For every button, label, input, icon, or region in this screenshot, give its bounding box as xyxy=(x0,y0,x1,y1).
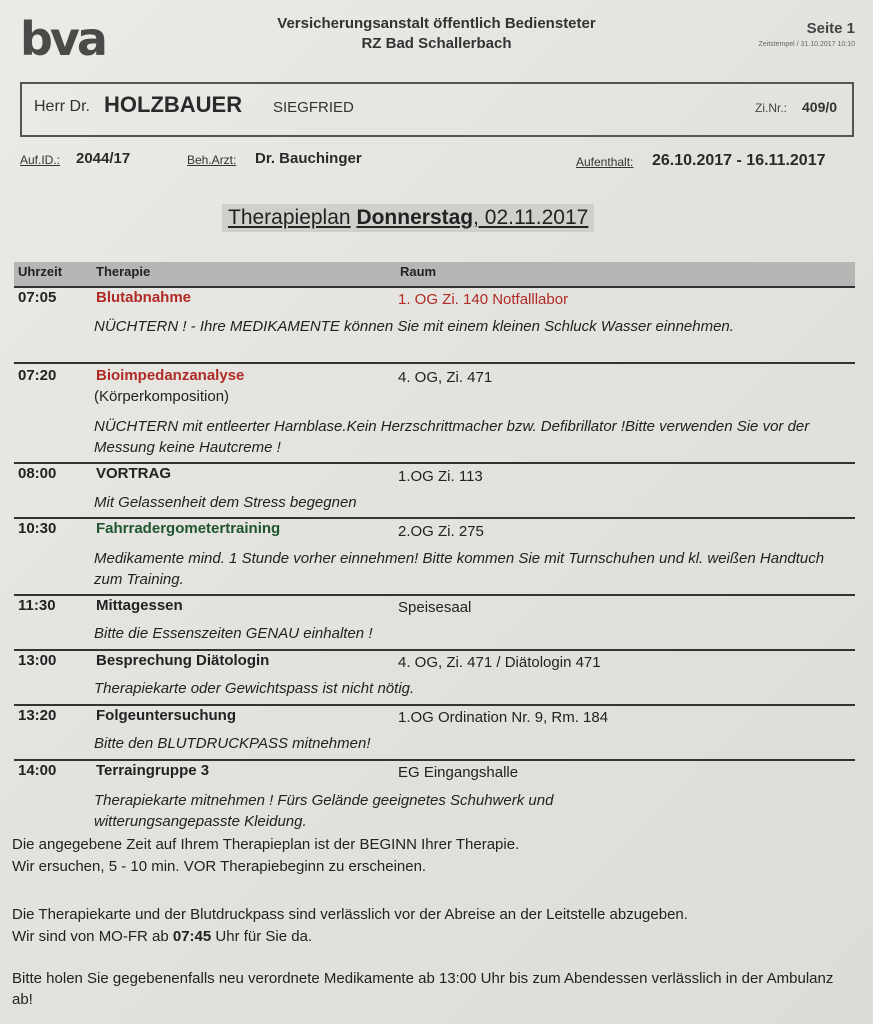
footer-begin-note: Die angegebene Zeit auf Ihrem Therapieplan ist der BEGINN Ihrer Therapie. xyxy=(12,836,520,853)
row-time: 13:20 xyxy=(18,707,57,724)
row-therapy: Besprechung Diätologin xyxy=(96,652,270,669)
stay-label: Aufenthalt: xyxy=(576,155,634,169)
organization-name: Versicherungsanstalt öffentlich Bediensteter xyxy=(277,15,596,32)
patient-first-name: SIEGFRIED xyxy=(273,99,354,116)
bva-logo: bva xyxy=(20,12,105,66)
plan-title xyxy=(222,204,594,232)
row-therapy: VORTRAG xyxy=(96,465,171,482)
stay-value: 26.10.2017 - 16.11.2017 xyxy=(652,152,826,169)
row-subtitle: (Körperkomposition) xyxy=(94,388,230,405)
footer-hours-post: Uhr für Sie da. xyxy=(215,928,313,945)
plan-title-date: , 02.11.2017 xyxy=(473,206,589,229)
row-note: Bitte die Essenszeiten GENAU einhalten ! xyxy=(94,625,373,642)
row-note: Therapiekarte oder Gewichtspass ist nicht nötig. xyxy=(94,680,415,697)
row-time: 07:20 xyxy=(18,367,57,384)
row-room: 4. OG, Zi. 471 xyxy=(398,369,493,386)
footer-medication-note: Bitte holen Sie gegebenenfalls neu verordnete Medikamente ab 13:00 Uhr bis zum Abendessen verlässlich in der Ambulanz ab! xyxy=(12,970,834,1008)
row-divider xyxy=(14,594,855,596)
row-time: 13:00 xyxy=(18,652,57,669)
row-room: 1.OG Zi. 113 xyxy=(398,468,483,485)
row-room: 1. OG Zi. 140 Notfalllabor xyxy=(398,291,569,308)
column-time: Uhrzeit xyxy=(18,264,63,279)
order-id-label: Auf.ID.: xyxy=(20,153,61,167)
print-timestamp: Zeitstempel / 31.10.2017 10:10 xyxy=(758,41,855,48)
row-room: EG Eingangshalle xyxy=(398,764,519,781)
column-therapy: Therapie xyxy=(96,264,151,279)
room-number: 409/0 xyxy=(802,99,838,115)
doctor-label: Beh.Arzt: xyxy=(187,153,237,167)
row-therapy: Folgeuntersuchung xyxy=(96,707,236,724)
footer-hours-pre: Wir sind von MO-FR ab xyxy=(12,928,169,945)
footer-arrival-note: Wir ersuchen, 5 - 10 min. VOR Therapiebeginn zu erscheinen. xyxy=(12,858,427,875)
row-therapy: Fahrradergometertraining xyxy=(96,520,281,537)
row-note: NÜCHTERN ! - Ihre MEDIKAMENTE können Sie mit einem kleinen Schluck Wasser einnehmen. xyxy=(94,318,734,335)
plan-title-prefix: Therapieplan xyxy=(228,206,351,229)
footer-return-note: Die Therapiekarte und der Blutdruckpass sind verlässlich vor der Abreise an der Leitstelle abzugeben. xyxy=(12,906,688,923)
row-note: NÜCHTERN mit entleerter Harnblase.Kein Herzschrittmacher bzw. Defibrillator !Bitte verwenden Sie vor der Messung keine Hautcreme ! xyxy=(94,418,810,456)
row-divider xyxy=(14,649,855,651)
column-room: Raum xyxy=(400,264,437,279)
row-divider xyxy=(14,704,855,706)
row-note: Mit Gelassenheit dem Stress begegnen xyxy=(94,494,357,511)
row-note: Medikamente mind. 1 Stunde vorher einnehmen! Bitte kommen Sie mit Turnschuhen und kl. weißen Handtuch zum Training. xyxy=(94,550,825,588)
room-label: Zi.Nr.: xyxy=(755,101,787,115)
row-note: Therapiekarte mitnehmen ! Fürs Gelände geeignetes Schuhwerk und witterungsangepasste Kleidung. xyxy=(94,792,554,830)
row-note: Bitte den BLUTDRUCKPASS mitnehmen! xyxy=(94,735,371,752)
row-room: 2.OG Zi. 275 xyxy=(398,523,484,540)
patient-title: Herr Dr. xyxy=(34,98,90,115)
footer-hours-time: 07:45 xyxy=(172,928,212,945)
row-time: 07:05 xyxy=(18,289,57,306)
row-time: 08:00 xyxy=(18,465,57,482)
row-time: 11:30 xyxy=(18,597,56,614)
footer-hours-note xyxy=(12,926,857,947)
row-therapy: Mittagessen xyxy=(96,597,183,614)
row-divider xyxy=(14,517,855,519)
doctor-value: Dr. Bauchinger xyxy=(255,150,362,167)
order-id-value: 2044/17 xyxy=(76,150,131,167)
row-room: 1.OG Ordination Nr. 9, Rm. 184 xyxy=(398,709,609,726)
organization-location: RZ Bad Schallerbach xyxy=(361,35,512,52)
row-therapy: Bioimpedanzanalyse xyxy=(96,367,245,384)
page-number: Seite 1 xyxy=(806,20,855,37)
row-time: 10:30 xyxy=(18,520,57,537)
patient-last-name: HOLZBAUER xyxy=(104,92,243,117)
row-divider xyxy=(14,462,855,464)
row-room: 4. OG, Zi. 471 / Diätologin 471 xyxy=(398,654,601,671)
row-divider xyxy=(14,286,855,288)
row-time: 14:00 xyxy=(18,762,57,779)
row-divider xyxy=(14,759,855,761)
row-divider xyxy=(14,362,855,364)
plan-title-weekday: Donnerstag xyxy=(356,206,474,229)
row-room: Speisesaal xyxy=(398,599,472,616)
row-therapy: Terraingruppe 3 xyxy=(96,762,210,779)
row-therapy: Blutabnahme xyxy=(96,289,192,306)
